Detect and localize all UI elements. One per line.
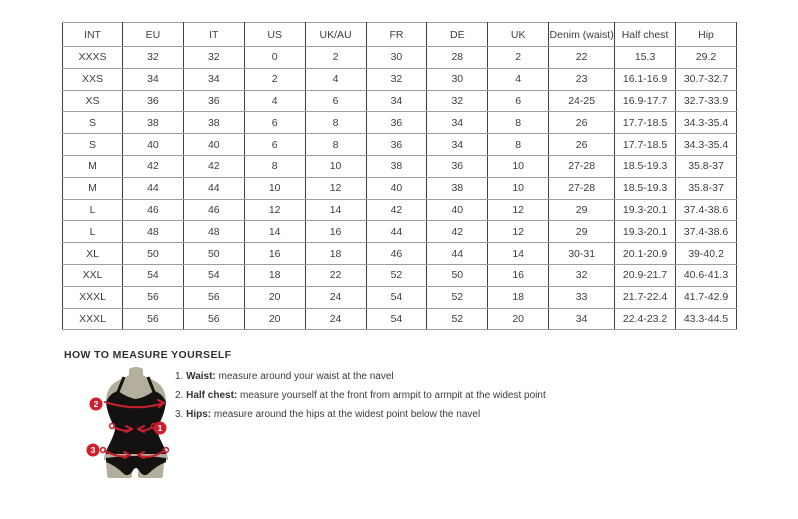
size-cell: 50	[427, 264, 488, 286]
size-cell: 42	[427, 221, 488, 243]
size-chart-body	[63, 47, 737, 330]
size-cell: 48	[183, 221, 244, 243]
size-cell: 30.7-32.7	[676, 68, 737, 90]
size-cell: 34	[366, 90, 427, 112]
size-cell: 39-40.2	[676, 243, 737, 265]
size-row	[63, 177, 737, 199]
size-cell: 19.3-20.1	[615, 221, 676, 243]
size-cell: 34	[427, 134, 488, 156]
size-cell: 38	[123, 112, 184, 134]
size-cell: 34	[427, 112, 488, 134]
size-cell: 2	[244, 68, 305, 90]
size-cell: 17.7-18.5	[615, 112, 676, 134]
size-cell: 26	[549, 112, 615, 134]
size-cell: 22	[549, 47, 615, 69]
size-cell: 10	[305, 155, 366, 177]
size-cell: 6	[244, 134, 305, 156]
size-cell: 16	[305, 221, 366, 243]
size-cell: 18	[244, 264, 305, 286]
size-cell: 52	[427, 308, 488, 330]
size-cell: 56	[183, 308, 244, 330]
size-cell: 40	[123, 134, 184, 156]
size-cell: 35.8-37	[676, 177, 737, 199]
column-header: Denim (waist)	[549, 23, 615, 47]
size-cell: 34	[183, 68, 244, 90]
size-cell: 54	[366, 286, 427, 308]
column-header: UK/AU	[305, 23, 366, 47]
measure-instruction-waist	[175, 367, 546, 386]
measurement-figure	[82, 366, 188, 480]
size-cell: 29	[549, 221, 615, 243]
instruction-number: 1.	[175, 371, 184, 382]
size-cell: 8	[305, 134, 366, 156]
size-cell: 10	[244, 177, 305, 199]
size-cell: 18.5-19.3	[615, 155, 676, 177]
size-cell: 42	[183, 155, 244, 177]
size-cell: 52	[427, 286, 488, 308]
column-header: Hip	[676, 23, 737, 47]
size-row	[63, 112, 737, 134]
size-cell: 22	[305, 264, 366, 286]
size-cell: 12	[488, 199, 549, 221]
size-cell: 32	[366, 68, 427, 90]
size-cell: 40	[366, 177, 427, 199]
size-cell: 42	[366, 199, 427, 221]
size-chart-table	[62, 22, 737, 330]
size-cell: XL	[63, 243, 123, 265]
size-cell: 56	[123, 308, 184, 330]
instruction-text: measure around your waist at the navel	[215, 371, 394, 382]
size-cell: 2	[488, 47, 549, 69]
instruction-number: 3.	[175, 409, 184, 421]
size-cell: 50	[123, 243, 184, 265]
size-cell: 43.3-44.5	[676, 308, 737, 330]
size-cell: 36	[123, 90, 184, 112]
size-cell: 41.7-42.9	[676, 286, 737, 308]
size-cell: 37.4-38.6	[676, 199, 737, 221]
size-row	[63, 134, 737, 156]
size-cell: 6	[488, 90, 549, 112]
column-header: US	[244, 23, 305, 47]
size-row	[63, 68, 737, 90]
size-cell: 29	[549, 199, 615, 221]
mannequin-illustration	[82, 366, 188, 480]
size-cell: 30	[366, 47, 427, 69]
instruction-label: Waist:	[186, 371, 216, 382]
size-row	[63, 243, 737, 265]
hips-badge	[87, 444, 100, 457]
size-cell: 38	[427, 177, 488, 199]
size-cell: 30-31	[549, 243, 615, 265]
size-cell: 12	[244, 199, 305, 221]
size-cell: 33	[549, 286, 615, 308]
size-cell: 22.4-23.2	[615, 308, 676, 330]
instruction-text: measure around the hips at the widest point below the navel	[211, 409, 481, 421]
column-header: INT	[63, 23, 123, 47]
size-row	[63, 90, 737, 112]
size-row	[63, 155, 737, 177]
column-header: UK	[488, 23, 549, 47]
measure-section-heading: HOW TO MEASURE YOURSELF	[64, 349, 232, 361]
size-cell: 16.9-17.7	[615, 90, 676, 112]
size-cell: 38	[366, 155, 427, 177]
size-cell: 17.7-18.5	[615, 134, 676, 156]
size-cell: 32	[549, 264, 615, 286]
size-cell: 18.5-19.3	[615, 177, 676, 199]
chest-badge	[90, 398, 103, 411]
size-cell: 14	[305, 199, 366, 221]
size-cell: 54	[123, 264, 184, 286]
size-cell: 16.1-16.9	[615, 68, 676, 90]
instruction-label: Hips:	[186, 409, 212, 421]
size-cell: 46	[183, 199, 244, 221]
size-cell: XXS	[63, 68, 123, 90]
size-cell: 32	[123, 47, 184, 69]
size-cell: 19.3-20.1	[615, 199, 676, 221]
size-chart-header	[63, 23, 737, 47]
size-cell: 38	[183, 112, 244, 134]
size-cell: 12	[305, 177, 366, 199]
size-cell: 2	[305, 47, 366, 69]
size-cell: 20.9-21.7	[615, 264, 676, 286]
size-cell: 4	[488, 68, 549, 90]
size-cell: 18	[305, 243, 366, 265]
instruction-number: 2.	[175, 390, 184, 402]
size-cell: 54	[183, 264, 244, 286]
size-cell: XXXL	[63, 286, 123, 308]
size-cell: 20	[244, 286, 305, 308]
column-header: IT	[183, 23, 244, 47]
size-cell: 32	[183, 47, 244, 69]
size-cell: 4	[244, 90, 305, 112]
size-cell: XXXS	[63, 47, 123, 69]
size-cell: 23	[549, 68, 615, 90]
size-cell: 44	[366, 221, 427, 243]
size-cell: 30	[427, 68, 488, 90]
size-cell: 10	[488, 155, 549, 177]
size-cell: L	[63, 221, 123, 243]
size-cell: 0	[244, 47, 305, 69]
size-cell: 26	[549, 134, 615, 156]
size-cell: 27-28	[549, 177, 615, 199]
size-row	[63, 308, 737, 330]
size-cell: 40	[183, 134, 244, 156]
size-cell: 24	[305, 286, 366, 308]
column-header: EU	[123, 23, 184, 47]
size-row	[63, 264, 737, 286]
hips-badge-number: 3	[90, 445, 96, 455]
size-cell: 44	[427, 243, 488, 265]
size-cell: 27-28	[549, 155, 615, 177]
size-cell: 36	[366, 134, 427, 156]
size-cell: 34	[123, 68, 184, 90]
size-cell: 44	[123, 177, 184, 199]
header-row	[63, 23, 737, 47]
size-cell: 14	[244, 221, 305, 243]
size-row	[63, 286, 737, 308]
size-cell: 16	[244, 243, 305, 265]
size-cell: 37.4-38.6	[676, 221, 737, 243]
measure-instructions	[175, 367, 546, 425]
size-cell: 32	[427, 90, 488, 112]
column-header: DE	[427, 23, 488, 47]
size-cell: 15.3	[615, 47, 676, 69]
size-cell: 36	[183, 90, 244, 112]
size-cell: 20.1-20.9	[615, 243, 676, 265]
size-cell: 10	[488, 177, 549, 199]
size-cell: M	[63, 155, 123, 177]
size-cell: 32.7-33.9	[676, 90, 737, 112]
size-cell: 12	[488, 221, 549, 243]
size-cell: 6	[305, 90, 366, 112]
instruction-text: measure yourself at the front from armpit to armpit at the widest point	[237, 390, 546, 402]
size-cell: M	[63, 177, 123, 199]
size-cell: 16	[488, 264, 549, 286]
size-cell: 36	[366, 112, 427, 134]
size-cell: 18	[488, 286, 549, 308]
size-cell: 4	[305, 68, 366, 90]
size-cell: 34.3-35.4	[676, 112, 737, 134]
instruction-label: Half chest:	[186, 390, 238, 402]
measure-instruction-half-chest	[175, 386, 546, 405]
size-row	[63, 47, 737, 69]
size-cell: 56	[183, 286, 244, 308]
size-row	[63, 221, 737, 243]
column-header: FR	[366, 23, 427, 47]
size-cell: 34.3-35.4	[676, 134, 737, 156]
size-cell: 6	[244, 112, 305, 134]
size-cell: 20	[244, 308, 305, 330]
size-cell: S	[63, 112, 123, 134]
waist-badge-number: 1	[157, 423, 163, 433]
size-cell: 40	[427, 199, 488, 221]
size-cell: 35.8-37	[676, 155, 737, 177]
size-cell: 36	[427, 155, 488, 177]
size-cell: 50	[183, 243, 244, 265]
size-cell: XXL	[63, 264, 123, 286]
size-cell: 48	[123, 221, 184, 243]
size-cell: 56	[123, 286, 184, 308]
size-cell: L	[63, 199, 123, 221]
measure-instruction-hips	[175, 405, 546, 424]
size-cell: 42	[123, 155, 184, 177]
size-cell: 14	[488, 243, 549, 265]
size-cell: 20	[488, 308, 549, 330]
size-cell: 8	[488, 112, 549, 134]
size-cell: 46	[366, 243, 427, 265]
size-cell: 46	[123, 199, 184, 221]
size-cell: 8	[305, 112, 366, 134]
size-cell: 54	[366, 308, 427, 330]
waist-badge	[154, 422, 167, 435]
size-cell: 28	[427, 47, 488, 69]
chest-badge-number: 2	[93, 399, 99, 409]
size-cell: 40.6-41.3	[676, 264, 737, 286]
size-row	[63, 199, 737, 221]
column-header: Half chest	[615, 23, 676, 47]
size-cell: 34	[549, 308, 615, 330]
size-cell: XXXL	[63, 308, 123, 330]
size-cell: 21.7-22.4	[615, 286, 676, 308]
size-cell: S	[63, 134, 123, 156]
size-cell: 29.2	[676, 47, 737, 69]
size-cell: 24-25	[549, 90, 615, 112]
size-cell: 8	[488, 134, 549, 156]
size-cell: 44	[183, 177, 244, 199]
size-cell: 24	[305, 308, 366, 330]
size-cell: 52	[366, 264, 427, 286]
size-cell: XS	[63, 90, 123, 112]
size-cell: 8	[244, 155, 305, 177]
